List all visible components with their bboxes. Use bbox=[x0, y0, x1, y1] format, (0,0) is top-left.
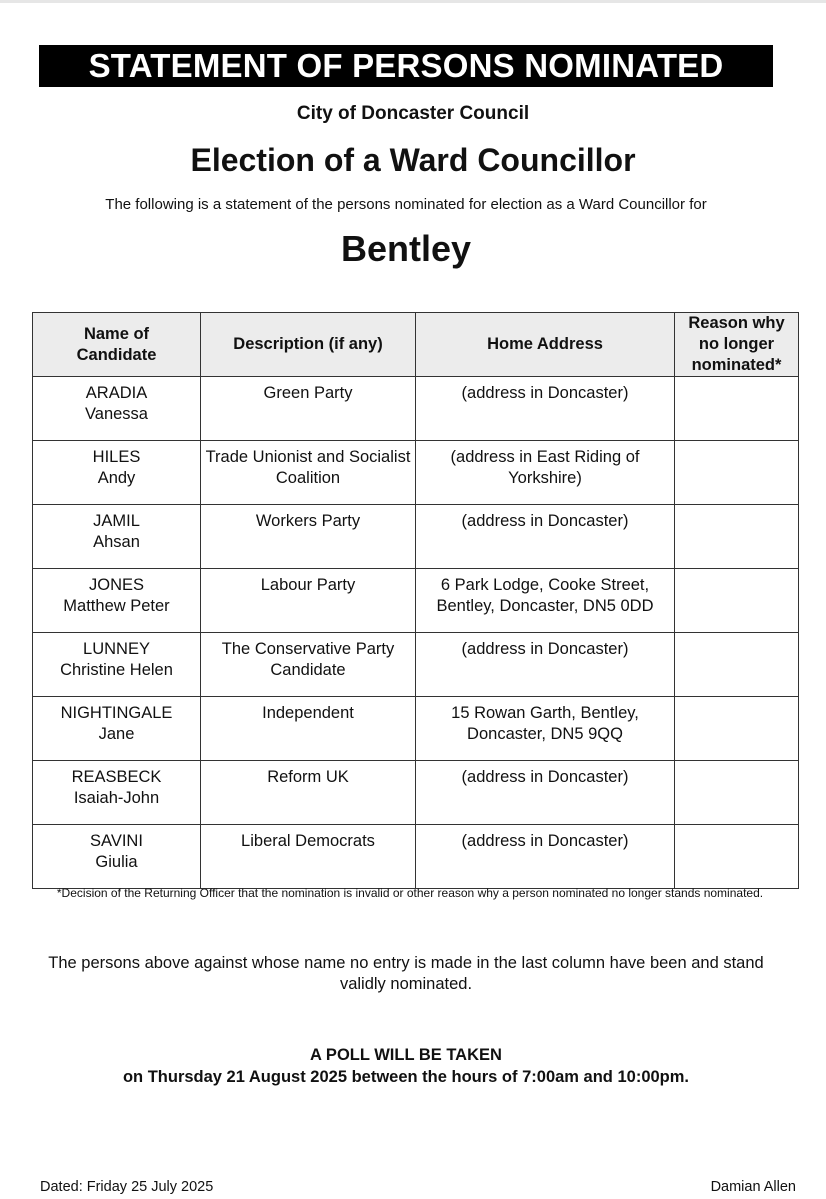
header-name-line2: Candidate bbox=[76, 345, 157, 364]
table-row bbox=[33, 377, 799, 441]
intro-text: The following is a statement of the persons nominated for election as a Ward Councillor for bbox=[105, 196, 707, 213]
description-cell bbox=[201, 377, 416, 441]
header-reason-line3: nominated* bbox=[691, 356, 782, 374]
dated-text: Dated: Friday 25 July 2025 bbox=[40, 1179, 214, 1195]
reason-cell bbox=[675, 441, 799, 505]
candidate-name-cell bbox=[33, 569, 201, 633]
table-row bbox=[33, 633, 799, 697]
candidate-surname: JONES bbox=[88, 576, 144, 594]
candidate-forenames: Vanessa bbox=[85, 405, 148, 423]
description-cell bbox=[201, 825, 416, 889]
address-cell bbox=[416, 761, 675, 825]
address-cell bbox=[416, 569, 675, 633]
candidate-surname: SAVINI bbox=[90, 832, 143, 850]
reason-cell bbox=[675, 633, 799, 697]
candidate-description: Workers Party bbox=[255, 512, 361, 530]
description-cell bbox=[201, 441, 416, 505]
header-home-address: Home Address bbox=[416, 313, 675, 377]
description-cell bbox=[201, 697, 416, 761]
candidate-forenames: Matthew Peter bbox=[63, 597, 170, 615]
reason-cell bbox=[675, 505, 799, 569]
candidate-surname: NIGHTINGALE bbox=[60, 704, 173, 722]
reason-cell bbox=[675, 569, 799, 633]
candidate-description: The Conservative Party Candidate bbox=[221, 640, 395, 679]
candidates-table bbox=[32, 312, 799, 889]
candidate-description: Reform UK bbox=[267, 768, 349, 786]
candidate-address: (address in East Riding of Yorkshire) bbox=[450, 448, 640, 487]
candidate-name-cell bbox=[33, 505, 201, 569]
reason-cell bbox=[675, 697, 799, 761]
ward-name: Bentley bbox=[340, 228, 472, 269]
candidate-name-cell bbox=[33, 377, 201, 441]
description-cell bbox=[201, 505, 416, 569]
candidate-name-cell bbox=[33, 633, 201, 697]
candidate-surname: REASBECK bbox=[71, 768, 162, 786]
header-reason-line2: no longer bbox=[698, 335, 775, 353]
validly-nominated-statement: The persons above against whose name no entry is made in the last column have been and stand validly nominated. bbox=[48, 954, 764, 993]
address-cell bbox=[416, 441, 675, 505]
reason-cell bbox=[675, 377, 799, 441]
address-cell bbox=[416, 633, 675, 697]
description-cell bbox=[201, 633, 416, 697]
candidate-forenames: Andy bbox=[97, 469, 136, 487]
header-reason bbox=[675, 313, 799, 377]
candidate-surname: ARADIA bbox=[85, 384, 148, 402]
candidate-surname: HILES bbox=[92, 448, 141, 466]
candidate-address: (address in Doncaster) bbox=[461, 384, 629, 402]
header-reason-line1: Reason why bbox=[688, 314, 785, 332]
table-row bbox=[33, 569, 799, 633]
table-header-row bbox=[33, 313, 799, 377]
candidate-description: Green Party bbox=[263, 384, 353, 402]
candidate-forenames: Giulia bbox=[95, 853, 138, 871]
candidate-description: Liberal Democrats bbox=[241, 832, 375, 850]
table-row bbox=[33, 825, 799, 889]
candidate-forenames: Isaiah-John bbox=[73, 789, 160, 807]
candidate-address: (address in Doncaster) bbox=[461, 768, 629, 786]
candidate-forenames: Ahsan bbox=[93, 533, 140, 551]
poll-date-text: on Thursday 21 August 2025 between the hours of 7:00am and 10:00pm. bbox=[122, 1068, 690, 1086]
address-cell bbox=[416, 825, 675, 889]
candidate-address: (address in Doncaster) bbox=[461, 640, 629, 658]
candidate-surname: LUNNEY bbox=[83, 640, 150, 658]
description-cell bbox=[201, 569, 416, 633]
reason-cell bbox=[675, 825, 799, 889]
candidate-address: 6 Park Lodge, Cooke Street, Bentley, Doncaster, DN5 0DD bbox=[436, 576, 654, 615]
header-description: Description (if any) bbox=[201, 313, 416, 377]
candidate-description: Independent bbox=[262, 704, 354, 722]
candidate-address: (address in Doncaster) bbox=[461, 512, 629, 530]
candidate-description: Labour Party bbox=[260, 576, 356, 594]
table-row bbox=[33, 697, 799, 761]
election-title: Election of a Ward Councillor bbox=[190, 142, 636, 178]
description-cell bbox=[201, 761, 416, 825]
candidate-surname: JAMIL bbox=[93, 512, 140, 530]
address-cell bbox=[416, 377, 675, 441]
candidate-name-cell bbox=[33, 761, 201, 825]
address-cell bbox=[416, 505, 675, 569]
document-banner: STATEMENT OF PERSONS NOMINATED bbox=[39, 45, 773, 87]
candidate-description: Trade Unionist and Socialist Coalition bbox=[205, 448, 411, 487]
header-name-of-candidate bbox=[33, 313, 201, 377]
candidate-forenames: Jane bbox=[98, 725, 135, 743]
poll-title: A POLL WILL BE TAKEN bbox=[310, 1046, 502, 1064]
reason-cell bbox=[675, 761, 799, 825]
candidate-name-cell bbox=[33, 697, 201, 761]
table-row bbox=[33, 441, 799, 505]
candidate-address: 15 Rowan Garth, Bentley, Doncaster, DN5 9QQ bbox=[451, 704, 639, 743]
candidate-forenames: Christine Helen bbox=[60, 661, 173, 679]
council-name: City of Doncaster Council bbox=[296, 103, 530, 124]
candidate-name-cell bbox=[33, 825, 201, 889]
table-row bbox=[33, 505, 799, 569]
candidate-address: (address in Doncaster) bbox=[461, 832, 629, 850]
table-row bbox=[33, 761, 799, 825]
footnote: *Decision of the Returning Officer that the nomination is invalid or other reason why a person nominated no longer stands nominated. bbox=[56, 886, 764, 900]
candidate-name-cell bbox=[33, 441, 201, 505]
header-name-line1: Name of bbox=[83, 324, 150, 343]
address-cell bbox=[416, 697, 675, 761]
signatory-name: Damian Allen bbox=[710, 1179, 796, 1195]
top-edge-line bbox=[0, 0, 826, 3]
